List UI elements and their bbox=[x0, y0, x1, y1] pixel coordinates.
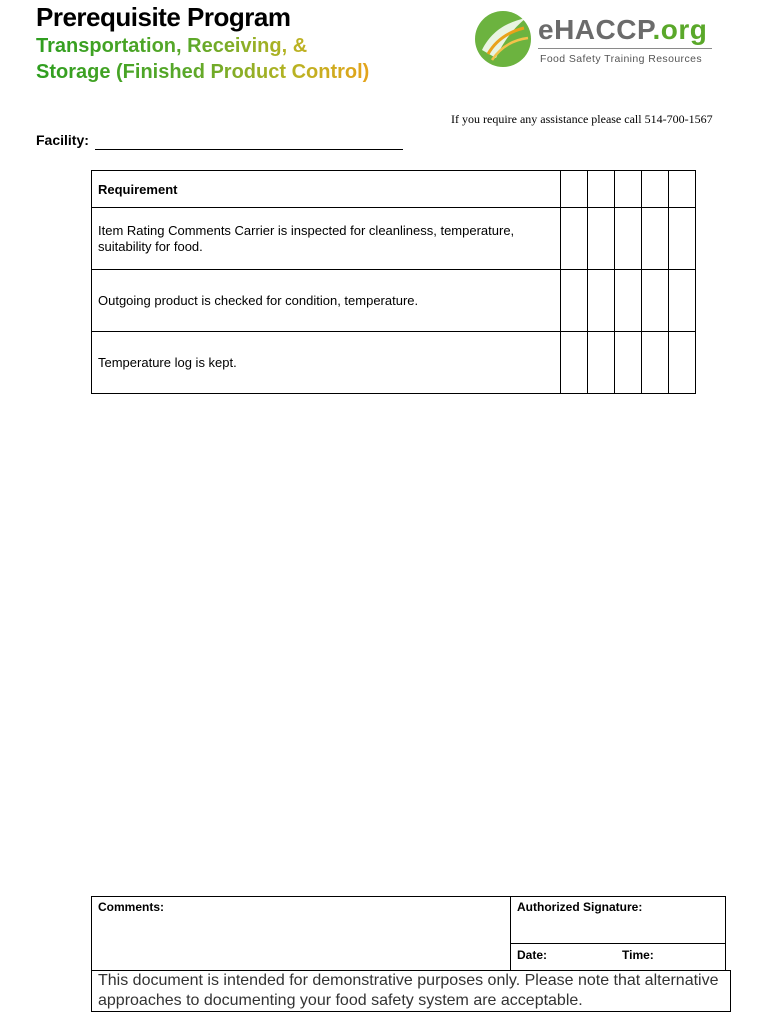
rating-cell[interactable] bbox=[642, 171, 669, 208]
requirement-text: Item Rating Comments Carrier is inspected for cleanliness, temperature, suitability for food. bbox=[92, 208, 561, 270]
rating-cell[interactable] bbox=[561, 171, 588, 208]
assistance-text: If you require any assistance please call 514-700-1567 bbox=[451, 112, 713, 126]
rating-cell[interactable] bbox=[669, 171, 696, 208]
rating-cell[interactable] bbox=[561, 332, 588, 394]
rating-cell[interactable] bbox=[642, 270, 669, 332]
rating-cell[interactable] bbox=[642, 208, 669, 270]
rating-cell[interactable] bbox=[588, 208, 615, 270]
requirements-table bbox=[91, 170, 696, 394]
facility-label: Facility: bbox=[36, 132, 89, 148]
comments-label: Comments: bbox=[98, 900, 165, 914]
logo-name-suffix: .org bbox=[652, 14, 708, 45]
logo-wordmark bbox=[538, 14, 707, 46]
rating-cell[interactable] bbox=[669, 332, 696, 394]
requirement-text: Temperature log is kept. bbox=[92, 332, 561, 394]
logo-name-main: eHACCP bbox=[538, 14, 653, 45]
rating-cell[interactable] bbox=[561, 270, 588, 332]
rating-cell[interactable] bbox=[588, 332, 615, 394]
logo-divider bbox=[538, 48, 712, 49]
table-row bbox=[92, 332, 696, 394]
table-header-row bbox=[92, 171, 696, 208]
disclaimer-text: This document is intended for demonstrative purposes only. Please note that alternative approaches to documenting your food safety system are acceptable. bbox=[91, 970, 731, 1012]
ehaccp-logo bbox=[474, 8, 714, 72]
rating-cell[interactable] bbox=[615, 332, 642, 394]
rating-cell[interactable] bbox=[615, 208, 642, 270]
signoff-table bbox=[91, 896, 726, 971]
requirement-header: Requirement bbox=[92, 171, 561, 208]
table-row bbox=[92, 270, 696, 332]
rating-cell[interactable] bbox=[588, 270, 615, 332]
rating-cell[interactable] bbox=[669, 270, 696, 332]
signature-label: Authorized Signature: bbox=[517, 900, 643, 914]
requirement-text: Outgoing product is checked for condition, temperature. bbox=[92, 270, 561, 332]
leaf-logo-icon bbox=[474, 10, 532, 68]
signature-field[interactable] bbox=[511, 897, 726, 944]
rating-cell[interactable] bbox=[588, 171, 615, 208]
document-title: Prerequisite Program bbox=[36, 2, 291, 32]
rating-cell[interactable] bbox=[669, 208, 696, 270]
rating-cell[interactable] bbox=[615, 270, 642, 332]
rating-cell[interactable] bbox=[561, 208, 588, 270]
document-subtitle: Transportation, Receiving, & Storage (Finished Product Control) bbox=[36, 33, 376, 85]
date-time-field[interactable] bbox=[511, 944, 726, 971]
comments-field[interactable] bbox=[92, 897, 511, 971]
rating-cell[interactable] bbox=[642, 332, 669, 394]
rating-cell[interactable] bbox=[615, 171, 642, 208]
facility-field[interactable] bbox=[95, 149, 403, 150]
logo-tagline: Food Safety Training Resources bbox=[540, 53, 702, 65]
time-label: Time: bbox=[622, 948, 654, 962]
date-label: Date: bbox=[517, 948, 548, 962]
table-row bbox=[92, 208, 696, 270]
